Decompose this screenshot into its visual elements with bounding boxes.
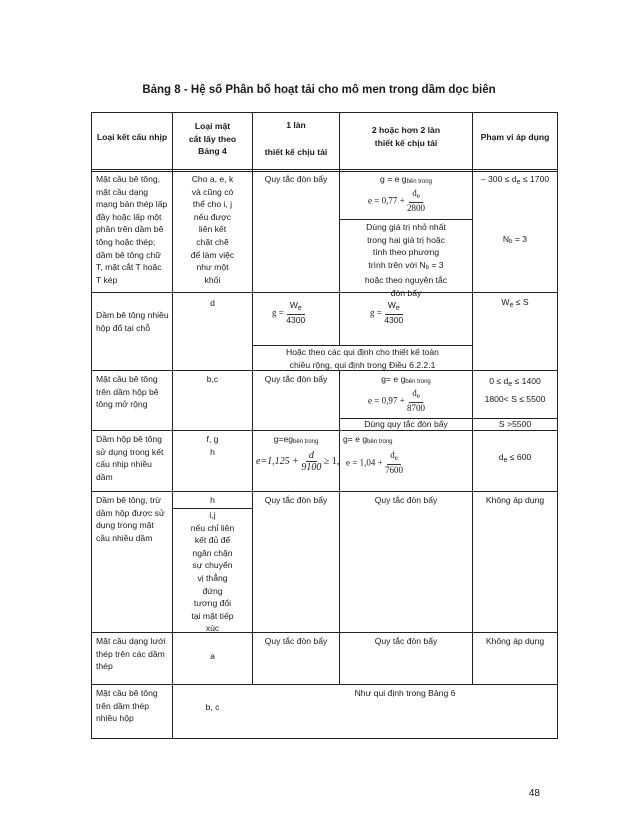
row4-section-type: f, g h [206,434,219,457]
row4-two-lane-g: g= e gbên trong [343,434,393,445]
row3-range-c: S >5500 [498,419,532,429]
header-two-lanes: 2 hoặc hơn 2 làn thiết kế chịu tải [371,125,441,148]
row3-section-type: b,c [206,374,219,384]
row1-section-type: Cho a, e, k và cũng có thể cho i, j nếu được liên kết chặt chẽ để làm việc như một khối [190,174,235,285]
row2-section-type: d [210,298,215,308]
header-range: Phạm vi áp dụng [480,132,550,142]
header-one-lane: 1 làn thiết kế chịu tải [264,120,328,157]
row3-two-lane-note: Dùng quy tắc đòn bẩy [364,419,448,429]
row5-one-lane: Quy tắc đòn bẩy [264,495,328,505]
row7-section-type: b, c [205,702,220,712]
row2-one-lane-formula: g = $\frac{W_e}{4300}$ [272,300,306,325]
row1-two-lane-note: Dùng giá trị nhỏ nhất trong hai giá trị hoặc tính theo phương trình trên với Nb = 3 hoặc theo nguyên tắc đòn bẩy [364,222,448,298]
row3-span-type: Mặt cầu bê tông trên dầm hộp bê tông mở rộng [96,374,159,410]
row4-one-lane-g: g=egbên trong [273,434,319,445]
row5-section-h: h [210,495,215,505]
row6-two-lane: Quy tắc đòn bẩy [374,636,438,646]
page-title: Bảng 8 - Hệ số Phân bố hoạt tải cho mô men trong dầm dọc biên [142,84,496,96]
header-span-type: Loại kết cấu nhịp [96,132,168,142]
row5-range: Không áp dụng [485,495,545,505]
row5-two-lane: Quy tắc đòn bẩy [374,495,438,505]
row1-two-lane-formula: g = e gbên trong [380,174,432,185]
row2-note: Hoặc theo các qui định cho thiết kế toàn chiều rộng, qui định trong Điều 6.2.2.1 [286,347,439,370]
row4-two-lane-formula: e = 1,04 + $\frac{d_e}{7600}$ [346,450,404,475]
row4-one-lane-formula: e=1,125 + $\frac{d}{9100}$ ≥ 1, [256,450,340,473]
row2-span-type: Dầm bê tông nhiều hộp đổ tại chỗ [96,310,169,333]
row7-span-type: Mặt cầu bê tông trên dầm thép nhiều hộp [96,688,158,724]
row4-span-type: Dầm hộp bê tông sử dụng trong kết cấu nhịp nhiều dầm [96,434,164,482]
row5-section-ij: i,j nếu chỉ liên kết đủ để ngăn chặn sự chuyển vị thẳng đứng tương đối tại mặt tiếp xúc [190,510,235,634]
row7-merged-note: Như qui định trong Bảng 6 [354,688,456,698]
page-number: 48 [528,788,540,799]
row1-span-type: Mặt cầu bê tông, mặt cầu dạng mạng bản thép lấp đầy hoặc lấp một phần trên dầm bê tông hoặc thép; dầm bê tông chữ T, mặt cắt T hoặc T kép [96,174,168,285]
row6-span-type: Mặt cầu dạng lưới thép trên các dầm thép [96,636,166,672]
row2-range: $W_e \le S$ [501,297,529,309]
row6-one-lane: Quy tắc đòn bẩy [264,636,328,646]
row6-range: Không áp dụng [485,636,545,646]
row2-two-lane-formula: g = $\frac{W_e}{4300}$ [370,300,404,325]
row3-e-formula: e = 0,97 + $\frac{d_e}{8700}$ [368,388,426,413]
row3-range-b: 1800< S ≤ 5500 [484,394,546,404]
row1-range-a: – $300 \le d_e \le 1700$ [480,174,550,186]
row3-two-lane-formula: g= e gbên trong [381,374,431,385]
row3-range-a: $0 \le d_e \le 1400$ [489,376,541,388]
row1-e-formula: e = 0,77 + $\frac{d_e}{2800}$ [368,188,426,213]
row3-one-lane: Quy tắc đòn bẩy [264,374,328,384]
row1-range-b: Nb = 3 [502,234,528,245]
row5-span-type: Dầm bê tông, trừ dầm hộp được sử dụng trong mặt cầu nhiều dầm [96,495,165,543]
header-section-type: Loại mặt cắt lấy theo Bảng 4 [188,121,237,157]
row4-range: $d_e \le 600$ [498,452,532,464]
row6-section-type: a [210,651,215,661]
row1-one-lane: Quy tắc đòn bẩy [264,174,328,184]
